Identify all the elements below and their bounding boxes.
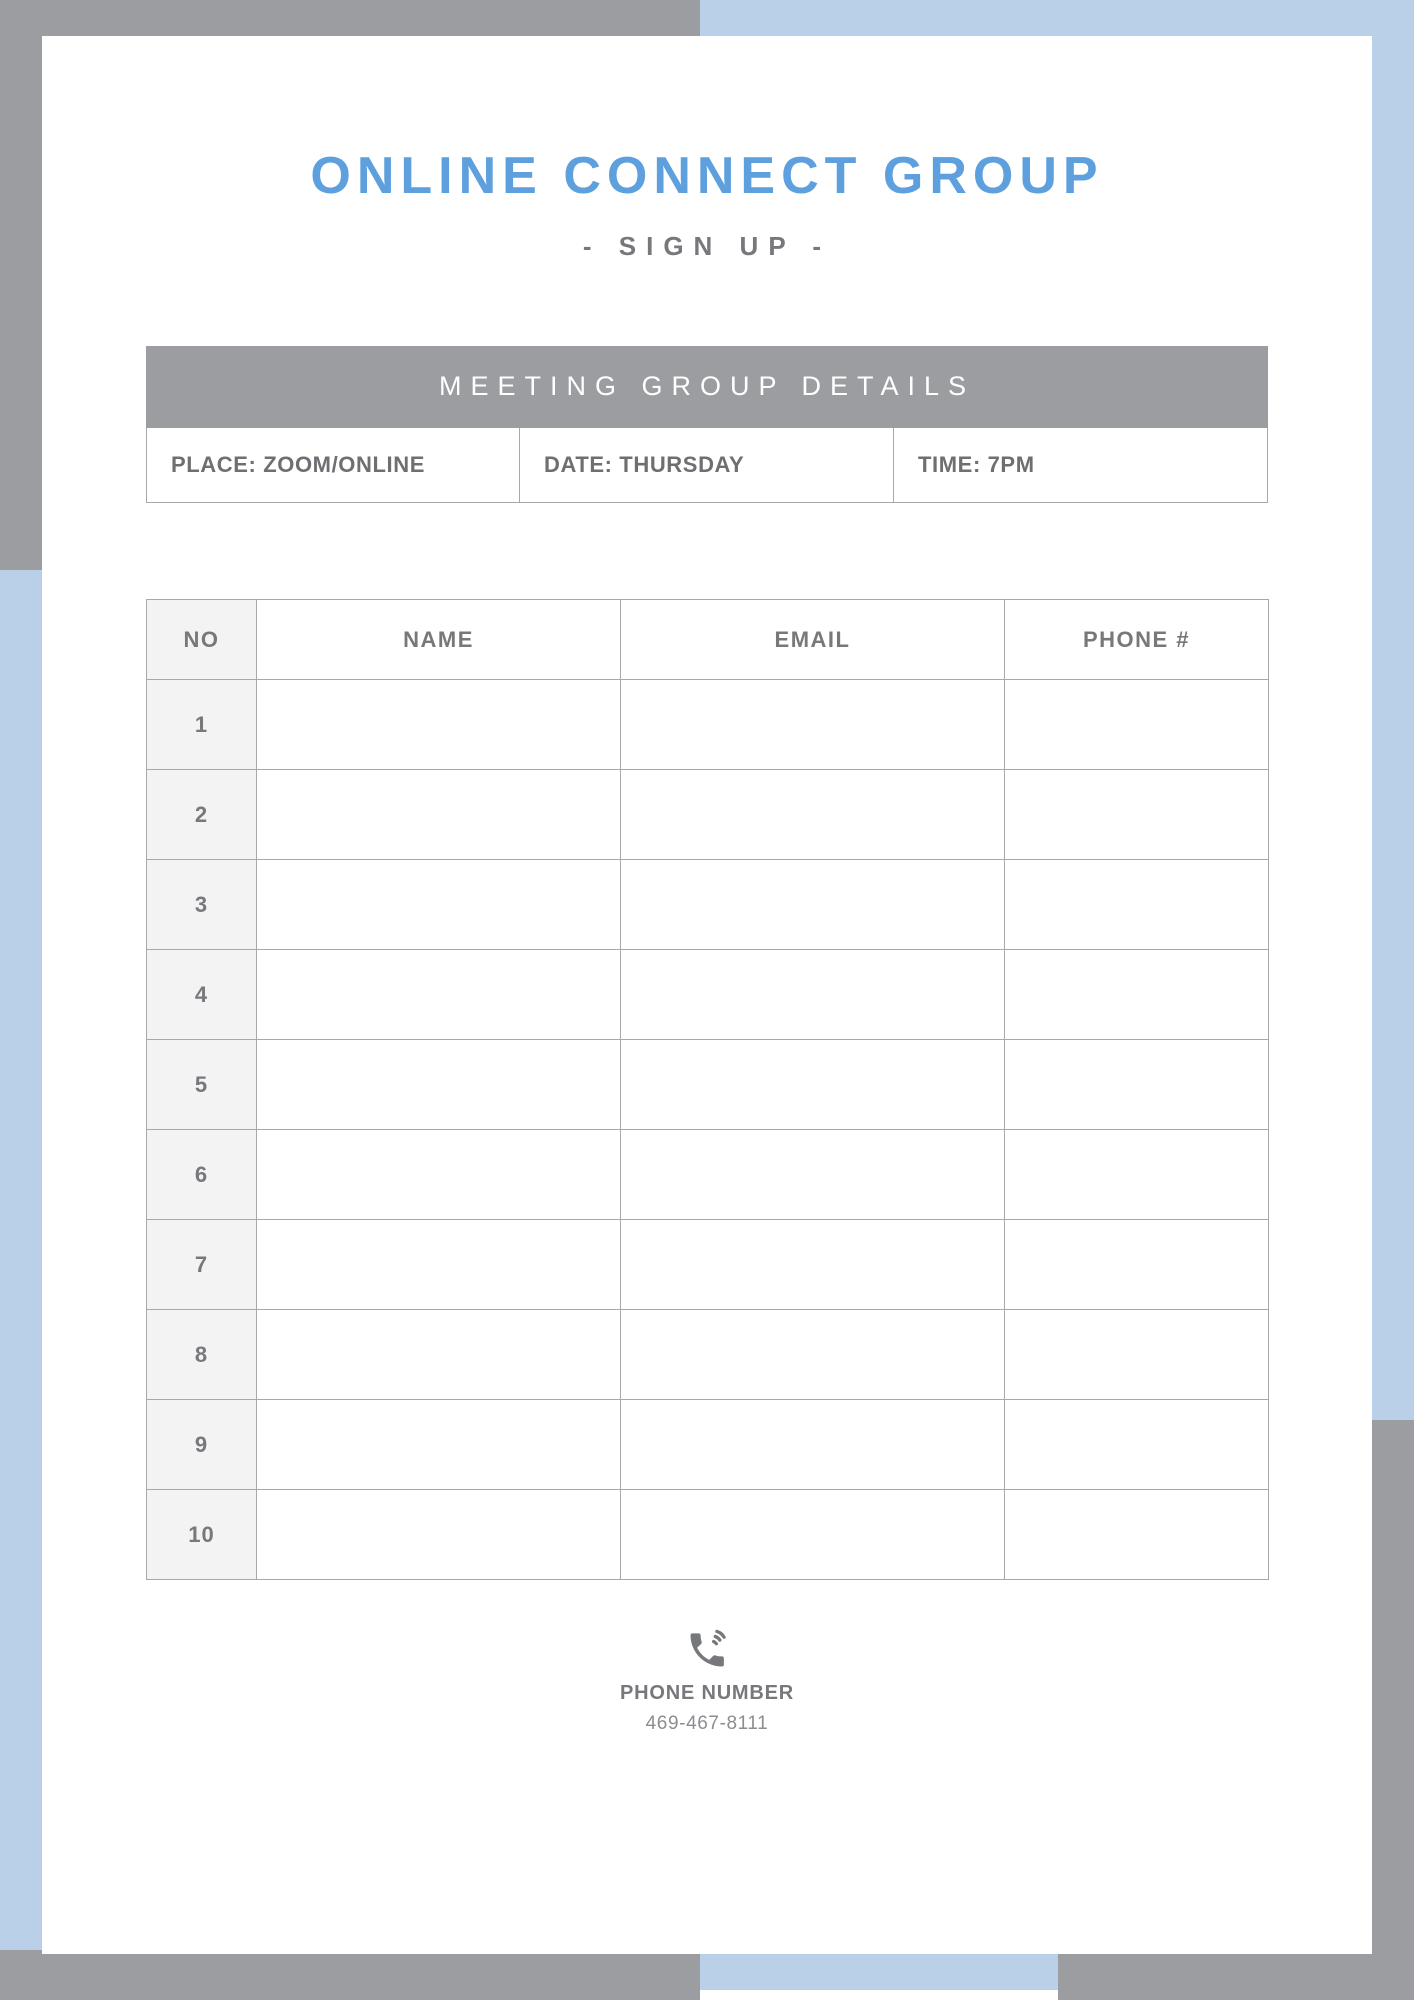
- row-number: 9: [147, 1400, 257, 1490]
- decoration-grey-bottom-left: [0, 1950, 700, 2000]
- phone-ringing-icon: [42, 1628, 1372, 1672]
- row-number: 4: [147, 950, 257, 1040]
- meeting-details: [146, 346, 1268, 503]
- table-header-row: [147, 600, 1269, 680]
- cell-email[interactable]: [621, 1490, 1005, 1580]
- cell-phone[interactable]: [1005, 680, 1269, 770]
- cell-email[interactable]: [621, 1310, 1005, 1400]
- meeting-details-row: [146, 428, 1268, 503]
- table-row: [147, 770, 1269, 860]
- poster-card: [42, 36, 1372, 1954]
- cell-name[interactable]: [257, 1130, 621, 1220]
- detail-time: TIME: 7PM: [893, 428, 1268, 503]
- cell-name[interactable]: [257, 860, 621, 950]
- cell-name[interactable]: [257, 680, 621, 770]
- cell-name[interactable]: [257, 1220, 621, 1310]
- cell-email[interactable]: [621, 680, 1005, 770]
- column-header-no: NO: [147, 600, 257, 680]
- cell-name[interactable]: [257, 1310, 621, 1400]
- row-number: 3: [147, 860, 257, 950]
- cell-name[interactable]: [257, 1400, 621, 1490]
- cell-phone[interactable]: [1005, 1310, 1269, 1400]
- row-number: 5: [147, 1040, 257, 1130]
- column-header-phone: PHONE #: [1005, 600, 1269, 680]
- signup-table: [146, 599, 1269, 1580]
- cell-phone[interactable]: [1005, 1490, 1269, 1580]
- cell-phone[interactable]: [1005, 950, 1269, 1040]
- cell-name[interactable]: [257, 950, 621, 1040]
- meeting-details-header: MEETING GROUP DETAILS: [146, 346, 1268, 428]
- cell-email[interactable]: [621, 1130, 1005, 1220]
- footer-phone-label: PHONE NUMBER: [619, 1682, 795, 1705]
- row-number: 1: [147, 680, 257, 770]
- cell-email[interactable]: [621, 1040, 1005, 1130]
- table-row: [147, 1400, 1269, 1490]
- cell-email[interactable]: [621, 950, 1005, 1040]
- cell-name[interactable]: [257, 1040, 621, 1130]
- table-row: [147, 1130, 1269, 1220]
- cell-email[interactable]: [621, 1400, 1005, 1490]
- cell-name[interactable]: [257, 770, 621, 860]
- cell-phone[interactable]: [1005, 1130, 1269, 1220]
- footer-phone-number: 469-467-8111: [645, 1713, 769, 1735]
- table-row: [147, 1310, 1269, 1400]
- footer: [42, 1628, 1372, 1735]
- table-row: [147, 860, 1269, 950]
- column-header-name: NAME: [257, 600, 621, 680]
- row-number: 10: [147, 1490, 257, 1580]
- table-row: [147, 1040, 1269, 1130]
- detail-place: PLACE: ZOOM/ONLINE: [146, 428, 519, 503]
- cell-phone[interactable]: [1005, 1040, 1269, 1130]
- column-header-email: EMAIL: [621, 600, 1005, 680]
- page-title: ONLINE CONNECT GROUP: [310, 147, 1104, 205]
- table-row: [147, 1490, 1269, 1580]
- table-row: [147, 1220, 1269, 1310]
- cell-email[interactable]: [621, 1220, 1005, 1310]
- signup-table-wrap: [146, 599, 1268, 1580]
- cell-email[interactable]: [621, 860, 1005, 950]
- row-number: 8: [147, 1310, 257, 1400]
- cell-email[interactable]: [621, 770, 1005, 860]
- cell-phone[interactable]: [1005, 1220, 1269, 1310]
- detail-date: DATE: THURSDAY: [519, 428, 893, 503]
- row-number: 7: [147, 1220, 257, 1310]
- row-number: 2: [147, 770, 257, 860]
- row-number: 6: [147, 1130, 257, 1220]
- cell-phone[interactable]: [1005, 860, 1269, 950]
- page-subtitle: - SIGN UP -: [582, 231, 832, 262]
- table-row: [147, 680, 1269, 770]
- table-row: [147, 950, 1269, 1040]
- cell-phone[interactable]: [1005, 1400, 1269, 1490]
- cell-phone[interactable]: [1005, 770, 1269, 860]
- cell-name[interactable]: [257, 1490, 621, 1580]
